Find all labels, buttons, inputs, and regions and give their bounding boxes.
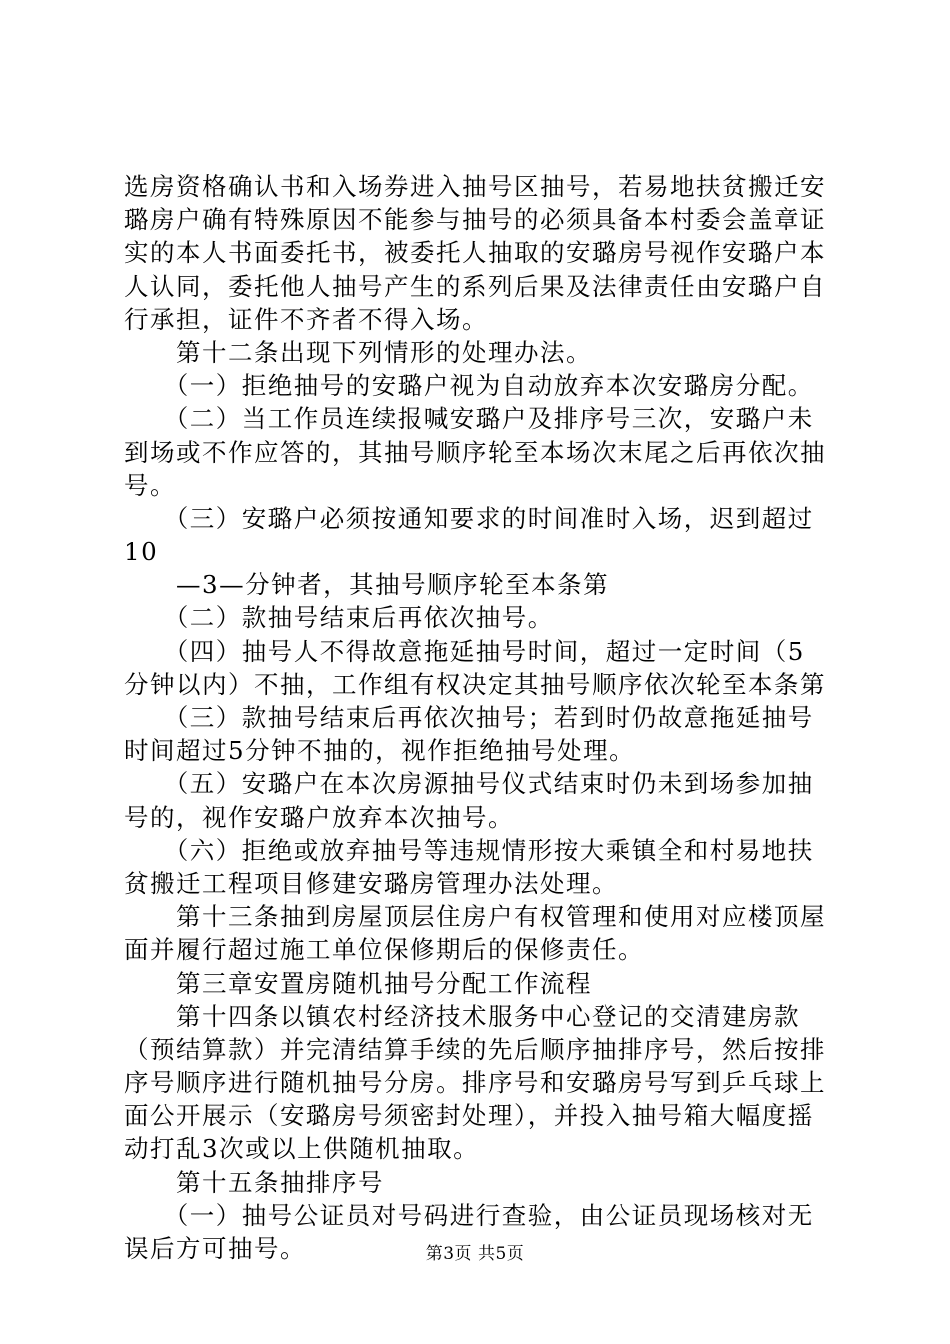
text-line: 10 <box>124 537 159 567</box>
text-line: （二）款抽号结束后再依次抽号。 <box>124 603 554 633</box>
text-line: 动打乱3次或以上供随机抽取。 <box>124 1134 480 1164</box>
text-line: 实的本人书面委托书，被委托人抽取的安璐房号视作安璐户本 <box>124 238 826 268</box>
page-footer <box>0 1244 950 1264</box>
text-line: 时间超过5分钟不抽的，视作拒绝抽号处理。 <box>124 736 636 766</box>
text-line: 误后方可抽号。 <box>124 1234 306 1263</box>
text-line: （五）安璐户在本次房源抽号仪式结束时仍未到场参加抽 <box>124 769 814 799</box>
text-line: （二）当工作员连续报喊安璐户及排序号三次，安璐户未 <box>124 404 814 434</box>
page-number: 第3页 共5页 <box>425 1244 525 1264</box>
text-line: 璐房户确有特殊原因不能参与抽号的必须具备本村委会盖章证 <box>124 205 826 235</box>
text-line: （三）安璐户必须按通知要求的时间准时入场，迟到超过 <box>124 503 814 533</box>
text-line: 第十五条抽排序号 <box>124 1167 384 1197</box>
text-line: 行承担，证件不齐者不得入场。 <box>124 304 488 334</box>
text-line: （预结算款）并完清结算手续的先后顺序抽排序号，然后按排 <box>124 1034 826 1064</box>
text-line: （六）拒绝或放弃抽号等违规情形按大乘镇全和村易地扶 <box>124 835 814 865</box>
text-line: 面并履行超过施工单位保修期后的保修责任。 <box>124 935 644 965</box>
text-line: （一）抽号公证员对号码进行查验，由公证员现场核对无 <box>124 1200 814 1230</box>
text-line: 分钟以内）不抽，工作组有权决定其抽号顺序依次轮至本条第 <box>124 669 826 699</box>
text-line: 人认同，委托他人抽号产生的系列后果及法律责任由安璐户自 <box>124 271 826 301</box>
text-line: 第十二条出现下列情形的处理办法。 <box>124 337 592 367</box>
text-line: （一）拒绝抽号的安璐户视为自动放弃本次安璐房分配。 <box>124 371 814 401</box>
text-line: 选房资格确认书和入场券进入抽号区抽号，若易地扶贫搬迁安 <box>124 172 826 201</box>
text-line: 序号顺序进行随机抽号分房。排序号和安璐房号写到乒乓球上 <box>124 1068 826 1098</box>
text-line: （三）款抽号结束后再依次抽号；若到时仍故意拖延抽号 <box>124 703 814 732</box>
text-line: 面公开展示（安璐房号须密封处理），并投入抽号箱大幅度摇 <box>124 1101 814 1131</box>
text-line: 第十四条以镇农村经济技术服务中心登记的交清建房款 <box>124 1001 800 1031</box>
text-line: 第十三条抽到房屋顶层住房户有权管理和使用对应楼顶屋 <box>124 902 826 932</box>
text-line: 到场或不作应答的，其抽号顺序轮至本场次末尾之后再依次抽 <box>124 437 826 467</box>
text-line: 号。 <box>124 470 176 500</box>
text-line: 贫搬迁工程项目修建安璐房管理办法处理。 <box>124 868 618 898</box>
text-line: 第三章安置房随机抽号分配工作流程 <box>124 968 592 998</box>
document-body <box>124 170 834 1265</box>
text-line: 号的，视作安璐户放弃本次抽号。 <box>124 802 514 832</box>
text-line: —3—分钟者，其抽号顺序轮至本条第 <box>124 570 610 600</box>
text-line: （四）抽号人不得故意拖延抽号时间，超过一定时间（5 <box>124 636 805 666</box>
